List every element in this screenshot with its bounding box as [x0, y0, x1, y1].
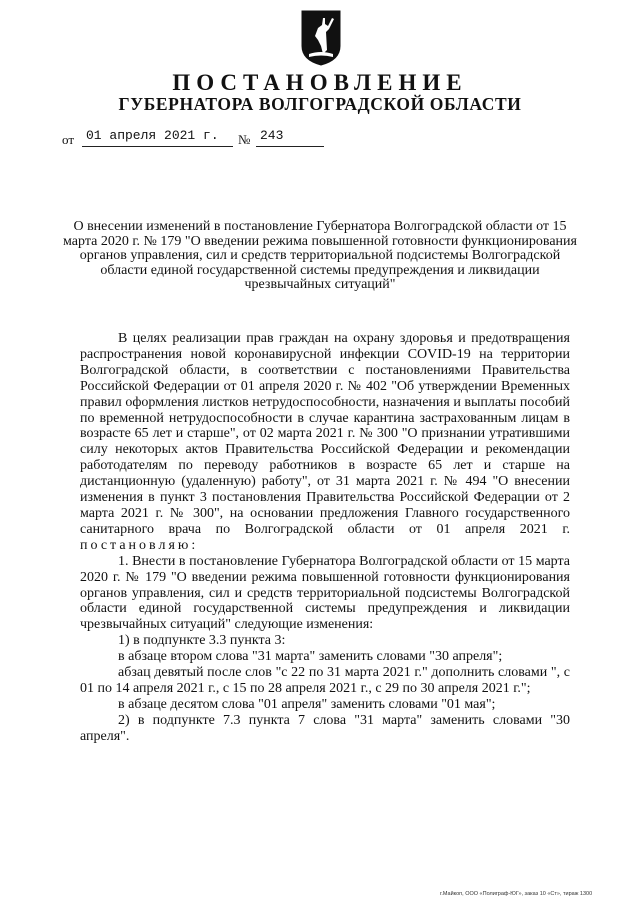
- preamble-paragraph: [80, 331, 570, 554]
- date-value: 01 апреля 2021 г.: [82, 128, 233, 147]
- clause-paragraph: абзац девятый после слов "с 22 по 31 марта 2021 г." дополнить словами ", с 01 по 14 апреля 2021 г., с 15 по 28 апреля 2021 г., с 29 по 30 апреля 2021 г.";: [80, 665, 570, 696]
- clause-paragraph: 1) в подпункте 3.3 пункта 3:: [118, 633, 286, 649]
- preamble-text: В целях реализации прав граждан на охрану здоровья и предотвращения распространения новой коронавирусной инфекции COVID-19 на территории Волгоградской области, в соответствии с постановлениями Правительства Российской Федерации от 01 апреля 2020 г. № 402 "Об утверждении Временных правил оформления листков нетрудоспособности, назначения и выплаты пособий по временной нетрудоспособности в случае карантина застрахованным лицам в возрасте 65 лет и старше", от 02 марта 2021 г. № 300 "О признании утратившими силу некоторых актов Правительства Российской Федерации и рекомендации работодателям по переводу работников в возрасте 65 лет и старше на дистанционную (удаленную) работу", от 31 марта 2021 г. № 494 "О внесении изменения в пункт 3 постановления Правительства Российской Федерации от 2 марта 2021 г. № 300", на основании предложения Главного государственного санитарного врача по Волгоградской области от 01 апреля 2021 г.: [80, 331, 570, 537]
- clause-paragraph: в абзаце десятом слова "01 апреля" заменить словами "01 мая";: [118, 696, 496, 712]
- motherland-emblem-icon: [301, 10, 341, 66]
- document-title: ПОСТАНОВЛЕНИЕ: [172, 70, 468, 95]
- printer-imprint: г.Майкоп, ООО «Полиграф-ЮГ», заказ 10 «Ст», тираж 1300: [440, 891, 593, 897]
- document-body: [80, 331, 570, 745]
- clause-paragraph: в абзаце втором слова "31 марта" заменить словами "30 апреля";: [118, 649, 503, 665]
- document-subtitle: ГУБЕРНАТОРА ВОЛГОГРАДСКОЙ ОБЛАСТИ: [118, 94, 522, 114]
- decree-word: постановляю:: [80, 537, 199, 553]
- number-label: №: [238, 132, 251, 147]
- clause-paragraph: 1. Внести в постановление Губернатора Волгоградской области от 15 марта 2020 г. № 179 "О введении режима повышенной готовности функционирования органов управления, сил и средств территориальной подсистемы Волгоградской области единой государственной системы предупреждения и ликвидации чрезвычайных ситуаций" следующие изменения:: [80, 553, 570, 633]
- number-value: 243: [256, 128, 324, 147]
- document-subject: О внесении изменений в постановление Губернатора Волгоградской области от 15 марта 2020 г. № 179 "О введении режима повышенной готовности функционирования органов управления, сил и средств территориальной подсистемы Волгоградской области единой государственной системы предупреждения и ликвидации чрезвычайных ситуаций": [63, 219, 577, 292]
- date-label: от: [62, 132, 75, 147]
- clause-paragraph: 2) в подпункте 7.3 пункта 7 слова "31 марта" заменить словами "30 апреля".: [80, 712, 570, 744]
- coat-of-arms-emblem: [301, 10, 341, 66]
